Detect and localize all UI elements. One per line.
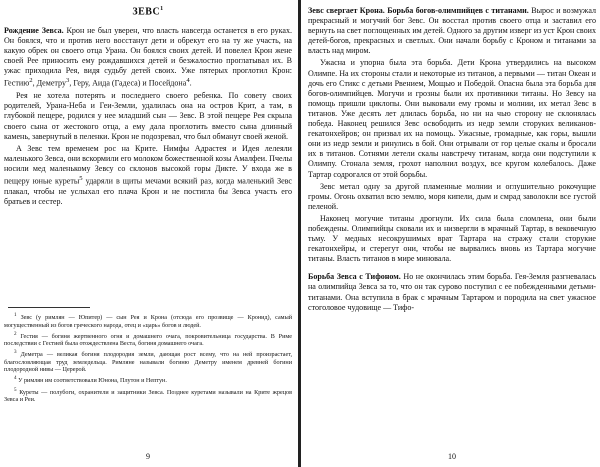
section-heading: Рождение Зевса. [4,26,64,35]
page-number: 9 [146,452,150,461]
footnote [4,375,292,386]
footnote-number: 5 [14,386,17,393]
footnote-divider [8,307,90,308]
paragraph [308,6,596,56]
footnote-text: Деметра — великая богиня плодородия земли, дающая рост всему, что на ней произрастает, благословляющая труд земледельца. Римляне называли богиню Деметру именем древней богини плодородной нивы — Церерой. [4,352,292,374]
footnote-ref: 3 [65,77,70,85]
footnote [4,331,292,349]
paragraph-text: , Деметру [32,79,66,89]
footnote-ref: 4 [186,77,190,85]
paragraph-text: Вырос и возмужал прекрасный и могучий бог Зевс. Он восстал против своего отца и заставил его вернуть на свет поглощенных им детей. Одного за другим изверг из уст Крон своих детей-богов, прекрасных и светлых. Они начали борьбу с Кроном и титанами за власть над миром. [308,6,596,56]
footnote-text: Куреты — полубоги, охранители и защитники Зевса. Позднее куретами называли на Крите жрецов Зевса и Реи. [4,389,292,404]
paragraph: Ужасна и упорна была эта борьба. Дети Крона утвердились на высоком Олимпе. На их стороны стали и некоторые из титанов, а первыми — титан Океан и дочь его Стикс с детьми Рвением, Мощью и Победой. Опасна была эта борьба для богов-олимпийцев. Могучи и грозны были их противники титаны. Но Зевсу на помощь пришли циклопы. Они выковали ему громы и молнии, их метал Зевс в титанов. Уже десять лет длилась борьба, но ни на чью сторону не склонялась победа. Наконец решился Зевс освободить из недр земли сторуких великанов-гекатонхейров; он призвал их на помощь. Ужасные, громадные, как горы, вышли они из недр земли и ринулись в бой. Они отрывали от гор целые скалы и бросали их в титанов. Сотнями летели скалы навстречу титанам, когда они подступили к Олимпу. Стонала земля, грохот наполнил воздух, все кругом колебалось. Даже Тартар содрогался от этой борьбы. [308,58,596,179]
paragraph: Наконец могучие титаны дрогнули. Их сила была сломлена, они были побеждены. Олимпийцы сковали их и низвергли в мрачный Тартар, в вековечную тьму. У медных несокрушимых врат Тартара на стражу стали сторукие гекатонхейры, и стерегут они, чтобы не вырвались вновь из Тартара могучие титаны. Власть титанов в мире миновала. [308,213,596,264]
footnote-ref: 5 [79,174,83,182]
footnote-text: У римлян им соответствовали Юнона, Плутон и Нептун. [18,378,167,385]
paragraph-text: Но не окончилась этим борьба. Гея-Земля разгневалась на олимпийца Зевса за то, что он так сурово поступил с ее побежденными детьми-титанами. Она вступила в брак с мрачным Тартаром и породила на свет ужасное стоголовое чудовище — Тифо- [308,272,596,312]
footnotes [4,312,292,405]
footnote [4,387,292,405]
paragraph: Зевс метал одну за другой пламенные молнии и оглушительно рокочущие громы. Огонь охватил всю землю, моря кипели, дым и смрад заволокли все густой пеленой. [308,181,596,211]
chapter-title [4,6,292,17]
page-gutter [298,0,301,467]
right-page [308,0,596,467]
paragraph-text: Крон не был уверен, что власть навсегда останется в его руках. Он боялся, что и против него восстанут дети и обрекут его на ту же участь, на какую обрек он своего отца Урана. Он боялся своих детей. И повелел Крон жене своей Рее приносить ему рождавшихся детей и безжалостно проглатывал их. В ужас приходила Рея, видя судьбу детей своих. Уже пятерых проглотил Крон: Гестию [4,26,292,89]
paragraph [4,144,292,207]
section-heading: Борьба Зевса с Тифоном. [308,272,401,282]
footnote [4,312,292,330]
footnote-number: 1 [14,312,17,318]
paragraph-text: , Геру, Аида (Гадеса) и Посейдона [69,79,187,89]
left-body-text [4,26,292,207]
footnote-number: 2 [14,330,17,337]
chapter-title-text: ЗЕВС [132,6,161,18]
footnote-text: Гестия — богиня жертвенного огня и домашнего очага, покровительница государства. В Риме последствии с Гестией была отождествлена Веста, богиня домашнего очага. [4,333,292,348]
section-heading: Зевс свергает Крона. Борьба богов-олимпийцев с титанами. [308,6,529,15]
footnote [4,349,292,375]
paragraph-text: . [189,79,192,89]
right-body-text [308,6,596,313]
paragraph [4,26,292,89]
footnote-ref: 1 [160,6,164,12]
footnote-number: 4 [14,375,17,382]
page-number: 10 [448,452,456,461]
paragraph: Рея не хотела потерять и последнего своего ребенка. По совету своих родителей, Урана-Неба и Геи-Земли, удалилась она на остров Крит, а там, в глубокой пещере, родился у нее младший сын — Зевс. В этой пещере Рея скрыла своего сына от жестокого отца, а ему дала проглотить вместо сына длинный камень, завернутый в пеленки. Крон не подозревал, что был обманут своей женой. [4,91,292,141]
footnote-number: 3 [14,349,17,356]
paragraph-text: ударяли в щиты мечами всякий раз, когда маленький Зевс плакал, чтобы не услыхал его плача Крон и не постигла бы Зевса участь его братьев и сестер. [4,176,292,206]
paragraph-text: А Зевс тем временем рос на Крите. Нимфы Адрастея и Идея лелеяли маленького Зевса, они вскормили его молоком божественной козы Амалфеи. Пчелы носили мед маленькому Зевсу со склонов высокой горы Дикте. У входа же в пещеру юные куреты [4,143,292,186]
paragraph [308,272,596,312]
left-page [4,0,292,467]
footnote-text: Зевс (у римлян — Юпитер) — сын Рея и Крона (отсюда его прозвище — Кронид), самый могущественный из богов греческого народа, отец и «царь» богов и людей. [4,315,292,329]
footnote-ref: 2 [29,77,33,85]
